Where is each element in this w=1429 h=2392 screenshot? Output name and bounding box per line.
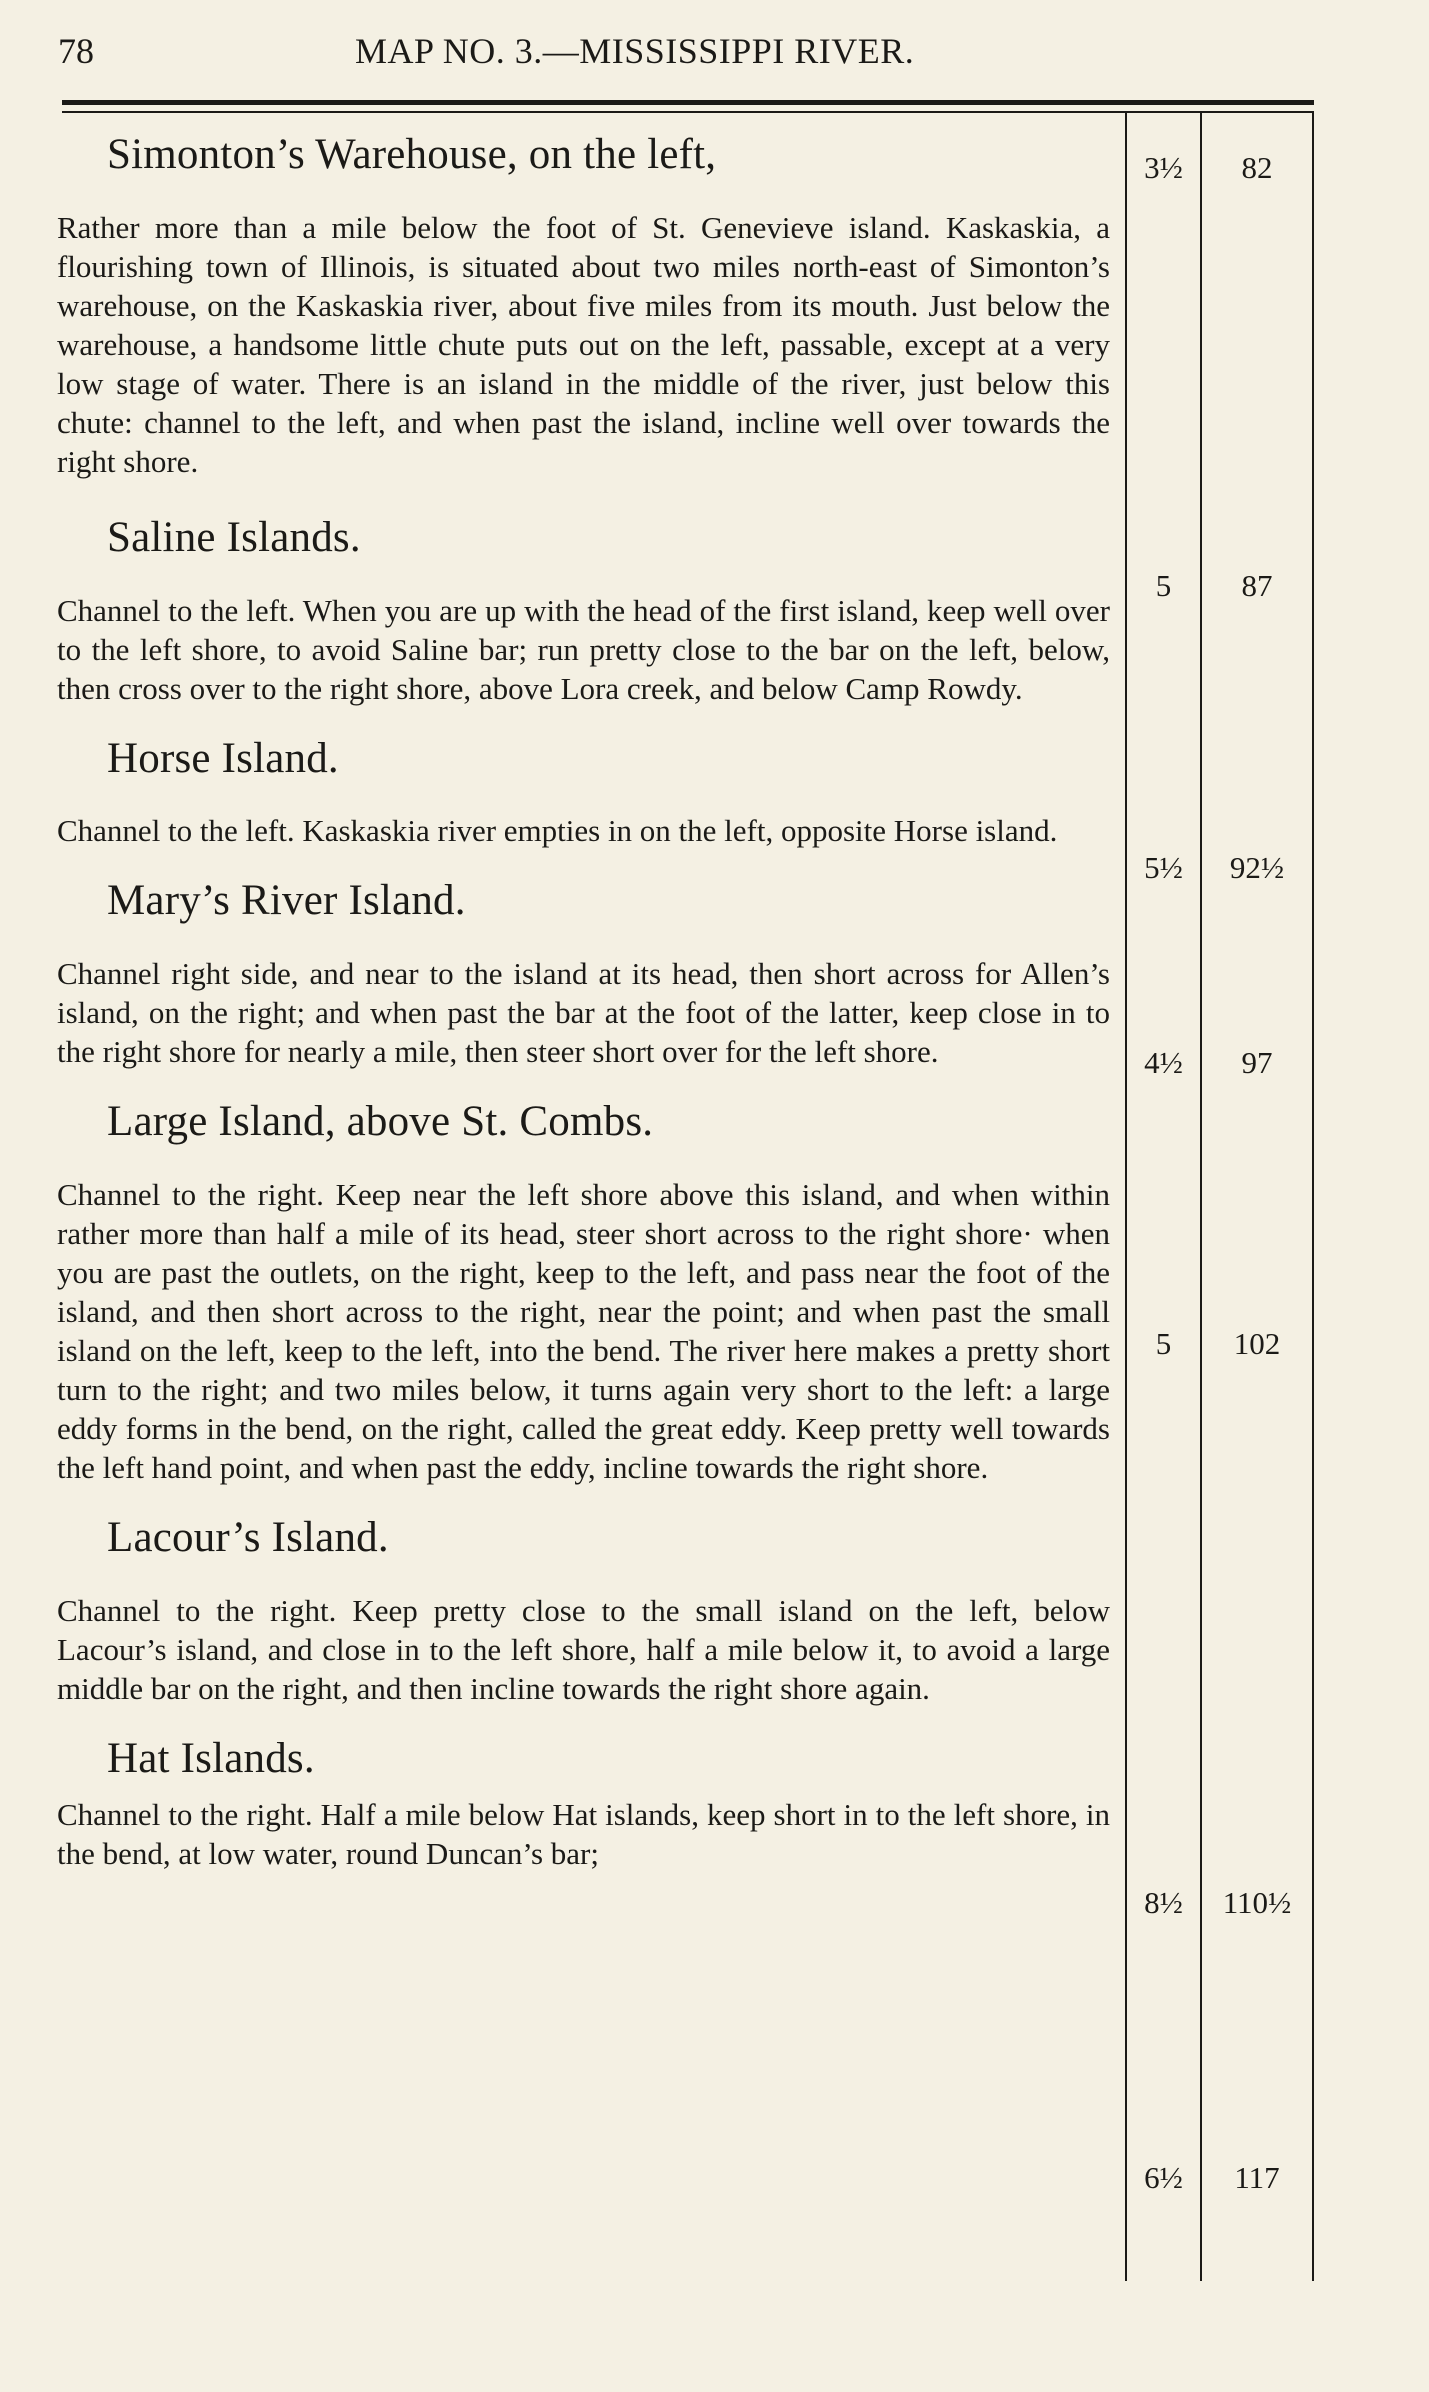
entry-body: Rather more than a mile below the foot of St. Genevieve island. Kaskaskia, a flourishing town of Illinois, is situated about two miles north-east of Simonton’s warehouse, on the Kaskaskia river, about five miles from its mouth. Just below the warehouse, a handsome little chute puts out on the left, passable, except at a very low stage of water. There is an island in the middle of the river, just below this chute: channel to the left, and when past the island, incline well over towards the right shore. <box>57 209 1110 479</box>
entry <box>57 874 1110 1071</box>
entry-body: Channel right side, and near to the island at its head, then short across for Allen’s island, on the right; and when past the bar at the foot of the latter, keep close in to the right shore for nearly a mile, then steer short over for the left shore. <box>57 956 1110 1069</box>
entry-title: Horse Island. <box>107 734 339 782</box>
distance-value: 5½ <box>1144 850 1183 885</box>
distance-value: 4½ <box>1144 1045 1183 1080</box>
entries-text-column <box>57 128 1110 1897</box>
column-divider-middle <box>1200 111 1202 2281</box>
entry-title: Saline Islands. <box>107 513 361 561</box>
column-divider-right <box>1312 111 1314 2281</box>
page-number: 78 <box>58 31 94 71</box>
entry <box>57 128 1110 481</box>
entry-title: Hat Islands. <box>107 1734 315 1782</box>
column-divider-left <box>1125 111 1127 2281</box>
entry <box>57 732 1110 851</box>
entry-body: Channel to the right. Half a mile below Hat islands, keep short in to the left shore, in the bend, at low water, round Duncan’s bar; <box>57 1797 1110 1872</box>
distance-value: 6½ <box>1144 2160 1183 2195</box>
distance-value: 5 <box>1155 1326 1172 1361</box>
entry <box>57 1511 1110 1708</box>
total-distance-value: 82 <box>1241 150 1273 185</box>
entry-title: Mary’s River Island. <box>107 877 466 925</box>
total-distance-value: 87 <box>1241 568 1273 603</box>
entry <box>57 1732 1110 1874</box>
entry-body: Channel to the right. Keep near the left shore above this island, and when within rather more than half a mile of its head, steer short across to the right shore· when you are past the outlets, on the right, keep to the left, and pass near the foot of the island, and then short across to the right, near the point; and when past the small island on the left, keep to the left, into the bend. The river here makes a pretty short turn to the right; and two miles below, it turns again very short to the left: a large eddy forms in the bend, on the right, called the great eddy. Keep pretty well towards the left hand point, and when past the eddy, incline towards the right shore. <box>57 1176 1110 1485</box>
distance-value: 3½ <box>1144 150 1183 185</box>
total-distance-value: 102 <box>1233 1326 1281 1361</box>
total-distance-value: 110½ <box>1222 1885 1292 1920</box>
header-rule-thick <box>62 100 1314 105</box>
entry-body: Channel to the left. Kaskaskia river empties in on the left, opposite Horse island. <box>57 813 1058 849</box>
entry-body: Channel to the left. When you are up with the head of the first island, keep well over to the left shore, to avoid Saline bar; run pretty close to the bar on the left, below, then cross over to the right shore, above Lora creek, and below Camp Rowdy. <box>57 592 1110 706</box>
entry-title: Simonton’s Warehouse, on the left, <box>107 131 717 178</box>
distance-value: 5 <box>1155 568 1172 603</box>
entry-title: Large Island, above St. Combs. <box>107 1098 654 1145</box>
entry <box>57 1095 1110 1487</box>
entry-title: Lacour’s Island. <box>107 1513 389 1561</box>
entry <box>57 511 1110 708</box>
distance-value: 8½ <box>1144 1885 1183 1920</box>
entry-body: Channel to the right. Keep pretty close to the small island on the left, below Lacour’s island, and close in to the left shore, half a mile below it, to avoid a large middle bar on the right, and then incline towards the right shore again. <box>57 1592 1110 1706</box>
total-distance-value: 117 <box>1234 2160 1280 2195</box>
total-distance-value: 97 <box>1241 1045 1273 1080</box>
total-distance-value: 92½ <box>1229 850 1285 885</box>
running-head: MAP NO. 3.—MISSISSIPPI RIVER. <box>355 31 915 71</box>
